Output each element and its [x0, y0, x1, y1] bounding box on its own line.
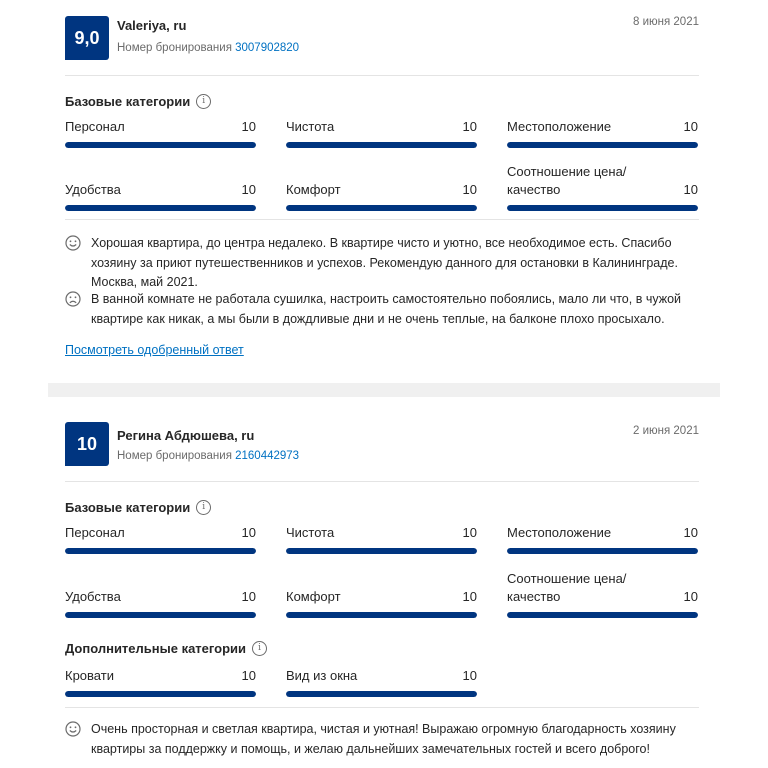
rating-bar — [286, 612, 477, 618]
rating-bar — [507, 612, 698, 618]
category-cleanliness — [286, 116, 477, 148]
category-value: 10 — [241, 182, 256, 197]
category-label: Комфорт — [286, 589, 341, 604]
reviewer-name: Регина Абдюшева, ru — [117, 428, 255, 443]
rating-bar — [65, 205, 256, 211]
info-icon[interactable]: i — [252, 641, 267, 656]
smile-icon — [65, 235, 81, 251]
category-label: Соотношение цена/ качество — [507, 164, 627, 197]
negative-text: В ванной комнате не работала сушилка, настроить самостоятельно побоялись, мало ли что, в чужой квартире как никак, а мы были в дождливые дни и не очень теплые, на балконе плохо просыхало. — [91, 292, 682, 326]
rating-bar — [65, 142, 256, 148]
category-value-for-money — [507, 568, 698, 618]
category-facilities — [65, 179, 256, 211]
booking-label: Номер бронирования — [117, 42, 232, 54]
category-value: 10 — [683, 119, 698, 134]
category-value: 10 — [462, 525, 477, 540]
booking-info — [117, 450, 299, 462]
category-value: 10 — [462, 589, 477, 604]
info-icon[interactable]: i — [196, 94, 211, 109]
review-separator — [48, 383, 720, 397]
rating-bar-fill — [286, 142, 477, 148]
category-staff — [65, 116, 256, 148]
category-value: 10 — [683, 589, 698, 604]
booking-number[interactable]: 2160442973 — [235, 450, 300, 462]
rating-bar-fill — [65, 548, 256, 554]
category-facilities — [65, 586, 256, 618]
category-comfort — [286, 179, 477, 211]
extra-categories-title — [65, 641, 267, 656]
rating-bar — [286, 142, 477, 148]
review-date: 2 июня 2021 — [633, 425, 699, 437]
positive-comment — [65, 720, 699, 759]
category-value: 10 — [462, 119, 477, 134]
positive-text: Очень просторная и светлая квартира, чистая и уютная! Выражаю огромную благодарность хозяину квартиры за поддержку и помощь, и желаю дальнейших замечательных гостей и всего доброго! — [91, 722, 676, 756]
rating-bar — [507, 205, 698, 211]
booking-info — [117, 42, 299, 54]
category-label: Чистота — [286, 119, 335, 134]
divider — [65, 481, 699, 482]
score-badge: 10 — [65, 422, 109, 466]
rating-bar — [507, 142, 698, 148]
category-comfort — [286, 586, 477, 618]
category-label: Комфорт — [286, 182, 341, 197]
rating-bar — [286, 548, 477, 554]
rating-bar-fill — [65, 205, 256, 211]
category-staff — [65, 522, 256, 554]
booking-number[interactable]: 3007902820 — [235, 42, 300, 54]
rating-bar-fill — [507, 548, 698, 554]
category-value: 10 — [683, 182, 698, 197]
category-label: Чистота — [286, 525, 335, 540]
category-label: Местоположение — [507, 525, 612, 540]
category-value: 10 — [241, 119, 256, 134]
rating-bar — [65, 691, 256, 697]
view-reply-link[interactable]: Посмотреть одобренный ответ — [65, 343, 244, 357]
category-value-for-money — [507, 161, 698, 211]
category-location — [507, 522, 698, 554]
rating-bar-fill — [507, 142, 698, 148]
category-cleanliness — [286, 522, 477, 554]
section-title-text: Базовые категории — [65, 500, 191, 515]
section-title-text: Базовые категории — [65, 94, 191, 109]
divider — [65, 707, 699, 708]
rating-bar-fill — [65, 142, 256, 148]
category-label: Удобства — [65, 182, 121, 197]
sad-face-icon — [65, 291, 81, 307]
category-view — [286, 665, 477, 697]
divider — [65, 219, 699, 220]
category-label: Удобства — [65, 589, 121, 604]
positive-comment — [65, 234, 699, 293]
category-label: Соотношение цена/ качество — [507, 571, 627, 604]
rating-bar — [286, 205, 477, 211]
rating-bar — [286, 691, 477, 697]
score-badge: 9,0 — [65, 16, 109, 60]
category-value: 10 — [462, 668, 477, 683]
info-icon[interactable]: i — [196, 500, 211, 515]
rating-bar-fill — [65, 612, 256, 618]
reviewer-name: Valeriya, ru — [117, 18, 187, 33]
category-label: Персонал — [65, 119, 125, 134]
rating-bar-fill — [286, 548, 477, 554]
category-label: Персонал — [65, 525, 125, 540]
rating-bar — [65, 612, 256, 618]
category-label: Кровати — [65, 668, 114, 683]
smile-icon — [65, 721, 81, 737]
rating-bar-fill — [286, 691, 477, 697]
review-date: 8 июня 2021 — [633, 16, 699, 28]
category-beds — [65, 665, 256, 697]
category-value: 10 — [241, 668, 256, 683]
positive-text: Хорошая квартира, до центра недалеко. В квартире чисто и уютно, все необходимое есть. Спасибо хозяину за приют путешественников и успехов. Рекомендую данного для остановки в Калининграде. Москва, май 2021. — [91, 236, 678, 289]
rating-bar-fill — [286, 612, 477, 618]
category-value: 10 — [241, 589, 256, 604]
rating-bar-fill — [65, 691, 256, 697]
review-card — [65, 422, 699, 768]
booking-label: Номер бронирования — [117, 450, 232, 462]
rating-bar — [507, 548, 698, 554]
base-categories-title — [65, 500, 211, 515]
category-value: 10 — [683, 525, 698, 540]
category-label: Вид из окна — [286, 668, 358, 683]
category-value: 10 — [241, 525, 256, 540]
category-value: 10 — [462, 182, 477, 197]
rating-bar-fill — [507, 205, 698, 211]
base-categories-title — [65, 94, 211, 109]
review-card — [65, 16, 699, 366]
rating-bar-fill — [286, 205, 477, 211]
negative-comment — [65, 290, 699, 329]
category-label: Местоположение — [507, 119, 612, 134]
category-location — [507, 116, 698, 148]
rating-bar — [65, 548, 256, 554]
divider — [65, 75, 699, 76]
section-title-text: Дополнительные категории — [65, 641, 247, 656]
rating-bar-fill — [507, 612, 698, 618]
